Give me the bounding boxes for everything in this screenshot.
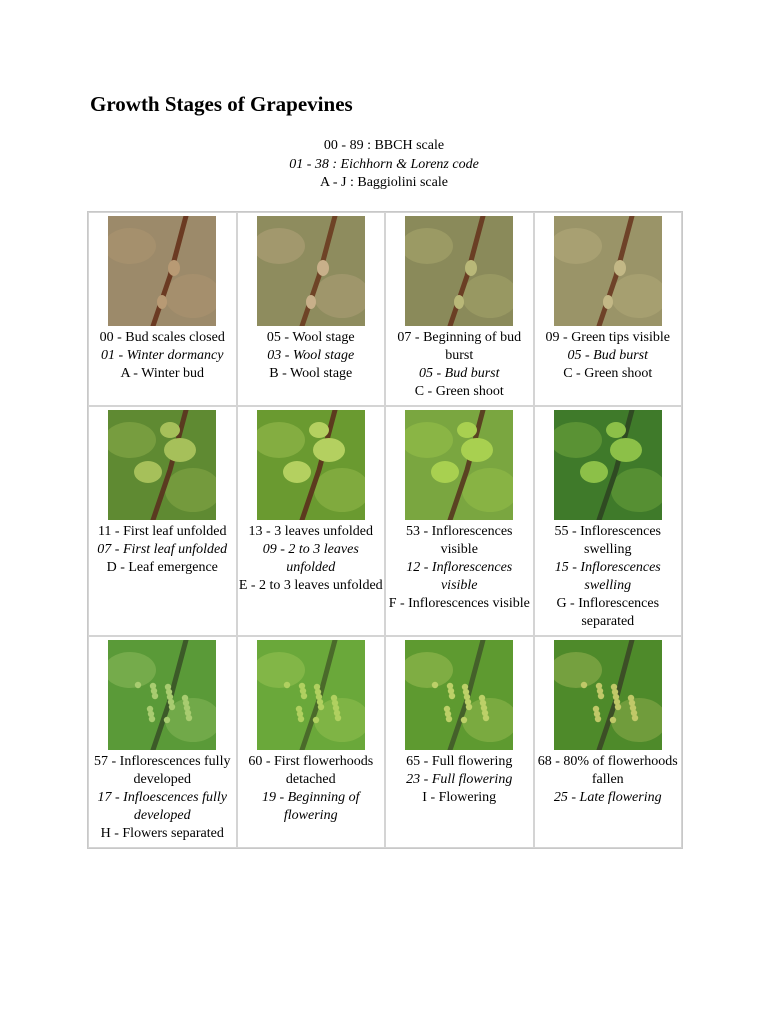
stage-bbch-label: 53 - Inflorescences visible xyxy=(405,524,513,557)
stage-baggiolini-label: F - Inflorescences visible xyxy=(388,596,530,611)
full-flowering-photo xyxy=(405,640,513,750)
first-leaf-photo xyxy=(108,410,216,520)
stage-cell xyxy=(385,636,534,848)
stage-baggiolini-label: D - Leaf emergence xyxy=(106,560,218,575)
stage-baggiolini-label: B - Wool stage xyxy=(269,366,353,381)
bud-burst-photo xyxy=(405,216,513,326)
inflorescences-visible-photo xyxy=(405,410,513,520)
stage-baggiolini-label: E - 2 to 3 leaves unfolded xyxy=(238,578,383,593)
stage-eichhorn-label: 17 - Infloescences fully developed xyxy=(97,790,227,823)
stage-bbch-label: 07 - Beginning of bud burst xyxy=(397,330,522,363)
growth-stages-table xyxy=(87,211,683,849)
stage-eichhorn-label: 05 - Bud burst xyxy=(567,348,648,363)
scale-legend xyxy=(0,137,768,193)
stage-baggiolini-label: H - Flowers separated xyxy=(100,826,224,841)
stage-eichhorn-label: 25 - Late flowering xyxy=(553,790,662,805)
inflorescences-developed-photo xyxy=(108,640,216,750)
stage-bbch-label: 57 - Inflorescences fully developed xyxy=(94,754,231,787)
stage-eichhorn-label: 12 - Inflorescences visible xyxy=(406,560,513,593)
stage-bbch-label: 13 - 3 leaves unfolded xyxy=(248,524,373,539)
stage-cell xyxy=(237,636,386,848)
stage-bbch-label: 11 - First leaf unfolded xyxy=(97,524,227,539)
stage-cell xyxy=(385,212,534,406)
legend-eichhorn-lorenz: 01 - 38 : Eichhorn & Lorenz code xyxy=(289,156,479,172)
dormant-bud-photo xyxy=(108,216,216,326)
table-row xyxy=(88,406,682,636)
stage-eichhorn-label: 23 - Full flowering xyxy=(406,772,513,787)
stage-cell xyxy=(237,212,386,406)
stage-bbch-label: 68 - 80% of flowerhoods fallen xyxy=(537,754,678,787)
page-title: Growth Stages of Grapevines xyxy=(90,92,353,116)
stage-cell xyxy=(534,212,683,406)
stage-cell xyxy=(237,406,386,636)
inflorescences-swelling-photo xyxy=(554,410,662,520)
green-tips-photo xyxy=(554,216,662,326)
stage-bbch-label: 55 - Inflorescences swelling xyxy=(554,524,661,557)
stage-eichhorn-label: 05 - Bud burst xyxy=(419,366,500,381)
table-row xyxy=(88,636,682,848)
stage-eichhorn-label: 01 - Winter dormancy xyxy=(101,348,224,363)
stage-baggiolini-label: G - Inflorescences separated xyxy=(556,596,660,629)
stage-bbch-label: 05 - Wool stage xyxy=(266,330,355,345)
late-flowering-photo xyxy=(554,640,662,750)
stage-baggiolini-label: I - Flowering xyxy=(422,790,497,805)
stage-cell xyxy=(88,406,237,636)
three-leaves-photo xyxy=(257,410,365,520)
first-flowerhoods-photo xyxy=(257,640,365,750)
stage-cell xyxy=(88,636,237,848)
stage-eichhorn-label: 07 - First leaf unfolded xyxy=(97,542,228,557)
legend-baggiolini: A - J : Baggiolini scale xyxy=(320,175,448,190)
stage-bbch-label: 00 - Bud scales closed xyxy=(99,330,225,345)
stage-cell xyxy=(534,636,683,848)
stage-bbch-label: 65 - Full flowering xyxy=(406,754,513,769)
stage-bbch-label: 60 - First flowerhoods detached xyxy=(248,754,374,787)
legend-bbch: 00 - 89 : BBCH scale xyxy=(323,138,445,153)
stage-eichhorn-label: 19 - Beginning of flowering xyxy=(261,790,360,823)
stage-baggiolini-label: C - Green shoot xyxy=(414,384,504,399)
stage-eichhorn-label: 15 - Inflorescences swelling xyxy=(554,560,661,593)
stage-cell xyxy=(385,406,534,636)
table-row xyxy=(88,212,682,406)
stage-cell xyxy=(534,406,683,636)
stage-baggiolini-label: A - Winter bud xyxy=(120,366,205,381)
wool-stage-photo xyxy=(257,216,365,326)
stage-baggiolini-label: C - Green shoot xyxy=(563,366,653,381)
stage-cell xyxy=(88,212,237,406)
stage-eichhorn-label: 03 - Wool stage xyxy=(267,348,355,363)
stage-eichhorn-label: 09 - 2 to 3 leaves unfolded xyxy=(262,542,359,575)
stage-bbch-label: 09 - Green tips visible xyxy=(545,330,670,345)
